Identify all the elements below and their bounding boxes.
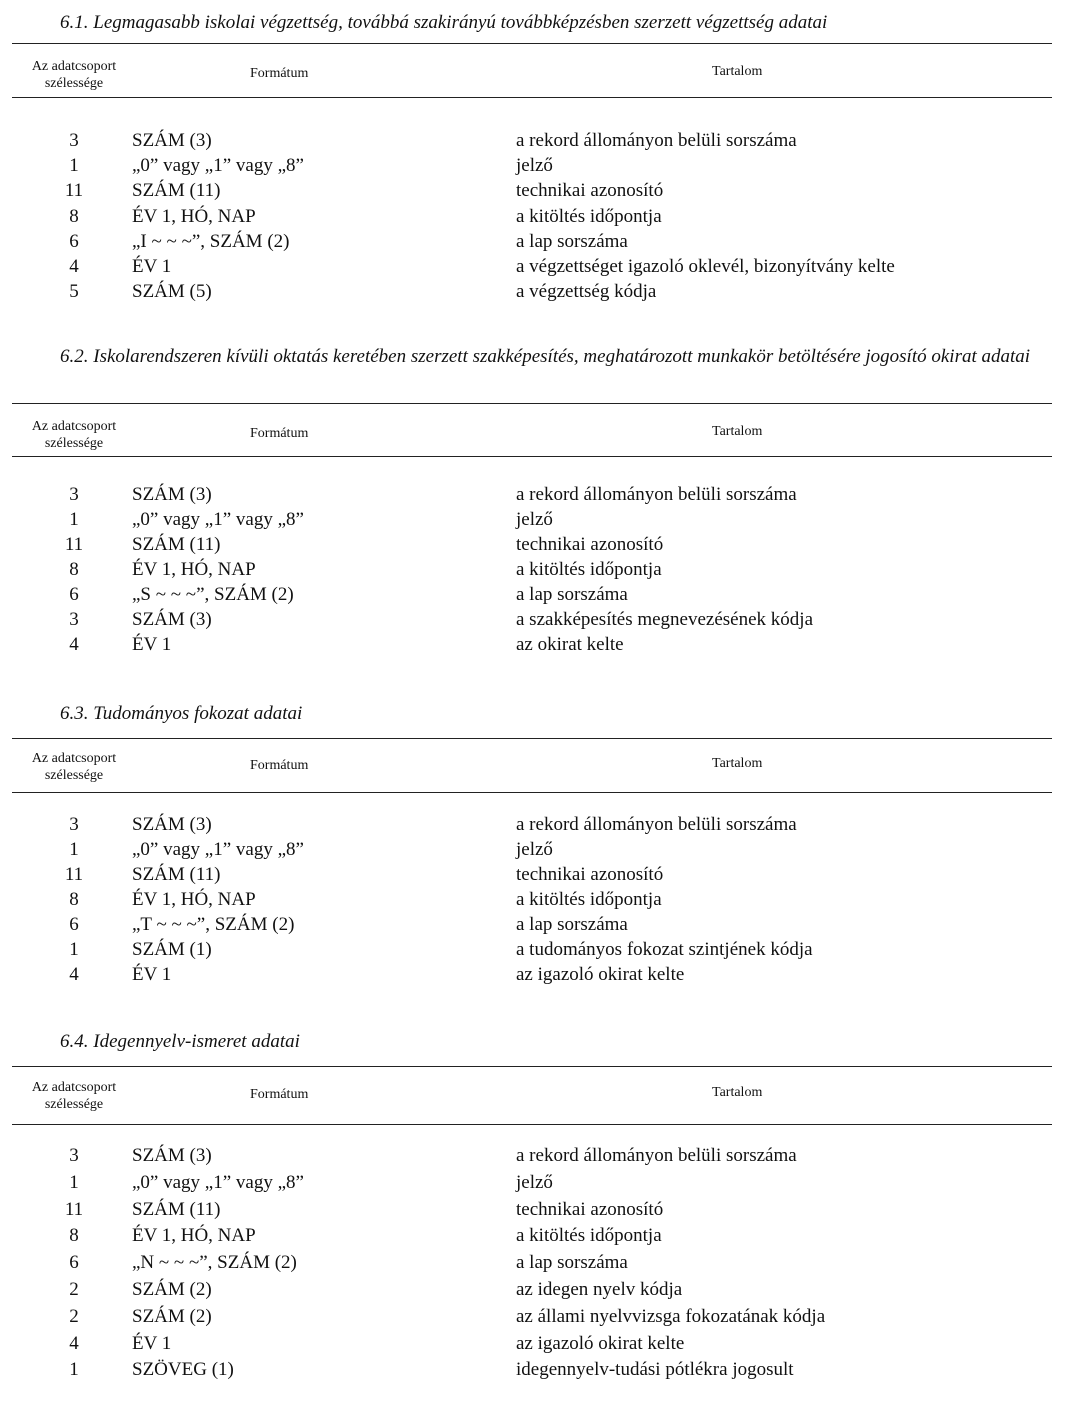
cell-format: ÉV 1, HÓ, NAP (132, 1225, 256, 1247)
cell-width: 8 (69, 1225, 79, 1247)
cell-format: „0” vagy „1” vagy „8” (132, 509, 304, 530)
table-row (0, 812, 1087, 837)
cell-format: SZÖVEG (1) (132, 1359, 234, 1381)
cell-width: 2 (69, 1305, 79, 1327)
cell-format: SZÁM (11) (132, 180, 221, 202)
table-row (0, 279, 1087, 304)
table-row (0, 254, 1087, 279)
cell-width: 6 (69, 914, 79, 935)
cell-content: a rekord állományon belüli sorszáma (516, 130, 797, 151)
cell-width: 3 (69, 1145, 79, 1166)
cell-content: a rekord állományon belüli sorszáma (516, 484, 797, 505)
cell-format: ÉV 1 (132, 256, 172, 277)
cell-content: jelző (516, 1171, 553, 1193)
cell-width: 8 (69, 205, 79, 227)
table-row (0, 482, 1087, 507)
cell-content: a szakképesítés megnevezésének kódja (516, 609, 814, 630)
table-top-rule (12, 1066, 1052, 1067)
section-title: 6.2. Iskolarendszeren kívüli oktatás keretében szerzett szakképesítés, meghatározott munkakör betöltésére jogosító okirat adatai (60, 346, 1031, 367)
cell-content: az igazoló okirat kelte (516, 1332, 685, 1354)
table-row (0, 204, 1087, 229)
table-row (0, 607, 1087, 632)
cell-content: jelző (516, 509, 553, 530)
column-header-format: Formátum (250, 758, 309, 773)
cell-content: technikai azonosító (516, 180, 664, 202)
column-header-content: Tartalom (712, 1085, 763, 1100)
column-header-width-line2: szélessége (44, 76, 104, 91)
table-row (0, 229, 1087, 254)
cell-format: SZÁM (1) (132, 939, 212, 960)
table-row (0, 1223, 1087, 1248)
cell-content: a rekord állományon belüli sorszáma (516, 1145, 797, 1166)
table-row (0, 1170, 1087, 1195)
cell-format: „N ~ ~ ~”, SZÁM (2) (132, 1252, 297, 1274)
column-header-width-line2: szélessége (44, 768, 104, 783)
cell-content: az idegen nyelv kódja (516, 1279, 683, 1300)
cell-width: 1 (69, 155, 79, 177)
cell-content: jelző (516, 155, 553, 177)
cell-format: SZÁM (2) (132, 1279, 212, 1300)
column-header-content: Tartalom (712, 64, 763, 79)
table-row (0, 582, 1087, 607)
table-row (0, 1304, 1087, 1329)
table-row (0, 153, 1087, 178)
cell-width: 1 (69, 1359, 79, 1381)
cell-width: 4 (69, 964, 79, 985)
cell-format: SZÁM (3) (132, 1145, 212, 1166)
cell-content: a végzettséget igazoló oklevél, bizonyítvány kelte (516, 256, 895, 277)
cell-width: 4 (69, 634, 79, 655)
column-header-width-line1: Az adatcsoport (31, 419, 117, 434)
cell-width: 6 (69, 1252, 79, 1274)
cell-content: technikai azonosító (516, 534, 664, 555)
table-row (0, 632, 1087, 657)
cell-width: 2 (69, 1279, 79, 1300)
cell-content: a végzettség kódja (516, 281, 657, 303)
column-header-format: Formátum (250, 66, 309, 81)
table-top-rule (12, 738, 1052, 739)
table-row (0, 128, 1087, 153)
cell-format: ÉV 1 (132, 964, 172, 985)
table-row (0, 507, 1087, 532)
cell-format: SZÁM (11) (132, 1198, 221, 1220)
column-header-width-line1: Az adatcsoport (31, 59, 117, 74)
cell-width: 1 (69, 839, 79, 860)
cell-format: „0” vagy „1” vagy „8” (132, 155, 304, 177)
cell-format: SZÁM (2) (132, 1305, 212, 1327)
column-header-width-line1: Az adatcsoport (31, 751, 117, 766)
section-title: 6.1. Legmagasabb iskolai végzettség, továbbá szakirányú továbbképzésben szerzett végzettség adatai (60, 12, 828, 33)
cell-content: a rekord állományon belüli sorszáma (516, 814, 797, 835)
table-row (0, 887, 1087, 912)
cell-width: 3 (69, 609, 79, 630)
cell-content: a lap sorszáma (516, 1252, 628, 1274)
cell-width: 11 (64, 864, 84, 885)
cell-format: ÉV 1 (132, 1332, 172, 1354)
table-top-rule (12, 403, 1052, 404)
table-row (0, 178, 1087, 203)
table-row (0, 557, 1087, 582)
cell-content: technikai azonosító (516, 1198, 664, 1220)
table-row (0, 1277, 1087, 1302)
table-row (0, 837, 1087, 862)
table-row (0, 862, 1087, 887)
cell-content: a kitöltés időpontja (516, 205, 662, 227)
table-header-rule (12, 456, 1052, 457)
cell-format: ÉV 1, HÓ, NAP (132, 559, 256, 580)
cell-format: „S ~ ~ ~”, SZÁM (2) (132, 584, 294, 605)
cell-width: 1 (69, 939, 79, 960)
cell-format: „0” vagy „1” vagy „8” (132, 1171, 304, 1193)
cell-format: ÉV 1, HÓ, NAP (132, 205, 256, 227)
column-header-width-line2: szélessége (44, 1097, 104, 1112)
cell-width: 3 (69, 484, 79, 505)
table-row (0, 1143, 1087, 1168)
column-header-content: Tartalom (712, 756, 763, 771)
cell-content: az állami nyelvvizsga fokozatának kódja (516, 1305, 826, 1327)
cell-width: 5 (69, 281, 79, 303)
table-row (0, 912, 1087, 937)
table-top-rule (12, 43, 1052, 44)
cell-width: 4 (69, 256, 79, 277)
cell-content: jelző (516, 839, 553, 860)
cell-content: az okirat kelte (516, 634, 624, 655)
section-title: 6.3. Tudományos fokozat adatai (60, 703, 303, 724)
cell-content: a lap sorszáma (516, 914, 628, 935)
cell-format: SZÁM (3) (132, 814, 212, 835)
cell-format: SZÁM (5) (132, 281, 212, 303)
cell-format: SZÁM (3) (132, 484, 212, 505)
cell-content: a lap sorszáma (516, 584, 628, 605)
column-header-format: Formátum (250, 1087, 309, 1102)
cell-content: a kitöltés időpontja (516, 559, 662, 580)
cell-format: „I ~ ~ ~”, SZÁM (2) (132, 230, 290, 252)
cell-width: 6 (69, 230, 79, 252)
column-header-content: Tartalom (712, 424, 763, 439)
cell-content: technikai azonosító (516, 864, 664, 885)
table-row (0, 1197, 1087, 1222)
cell-format: SZÁM (3) (132, 130, 212, 151)
cell-width: 1 (69, 1171, 79, 1193)
cell-width: 11 (64, 180, 84, 202)
table-row (0, 937, 1087, 962)
cell-format: ÉV 1 (132, 634, 172, 655)
cell-format: ÉV 1, HÓ, NAP (132, 889, 256, 910)
cell-content: a kitöltés időpontja (516, 1225, 662, 1247)
table-row (0, 1250, 1087, 1275)
cell-width: 11 (64, 1198, 84, 1220)
cell-width: 4 (69, 1332, 79, 1354)
column-header-format: Formátum (250, 426, 309, 441)
cell-width: 1 (69, 509, 79, 530)
column-header-width (14, 418, 134, 452)
table-row (0, 532, 1087, 557)
table-row (0, 1357, 1087, 1382)
cell-format: SZÁM (11) (132, 534, 221, 555)
table-header-rule (12, 792, 1052, 793)
cell-format: „0” vagy „1” vagy „8” (132, 839, 304, 860)
column-header-width-line2: szélessége (44, 436, 104, 451)
cell-content: a lap sorszáma (516, 230, 628, 252)
section-title: 6.4. Idegennyelv-ismeret adatai (60, 1031, 300, 1052)
cell-content: a tudományos fokozat szintjének kódja (516, 939, 813, 960)
cell-width: 11 (64, 534, 84, 555)
column-header-width (14, 1079, 134, 1113)
table-header-rule (12, 97, 1052, 98)
cell-content: a kitöltés időpontja (516, 889, 662, 910)
cell-content: idegennyelv-tudási pótlékra jogosult (516, 1359, 794, 1381)
table-header-rule (12, 1124, 1052, 1125)
cell-width: 8 (69, 559, 79, 580)
table-row (0, 1331, 1087, 1356)
cell-width: 3 (69, 814, 79, 835)
cell-width: 8 (69, 889, 79, 910)
table-row (0, 962, 1087, 987)
cell-format: „T ~ ~ ~”, SZÁM (2) (132, 914, 295, 935)
cell-width: 3 (69, 130, 79, 151)
cell-format: SZÁM (11) (132, 864, 221, 885)
cell-content: az igazoló okirat kelte (516, 964, 685, 985)
cell-width: 6 (69, 584, 79, 605)
column-header-width-line1: Az adatcsoport (31, 1080, 117, 1095)
column-header-width (14, 58, 134, 92)
column-header-width (14, 750, 134, 784)
cell-format: SZÁM (3) (132, 609, 212, 630)
